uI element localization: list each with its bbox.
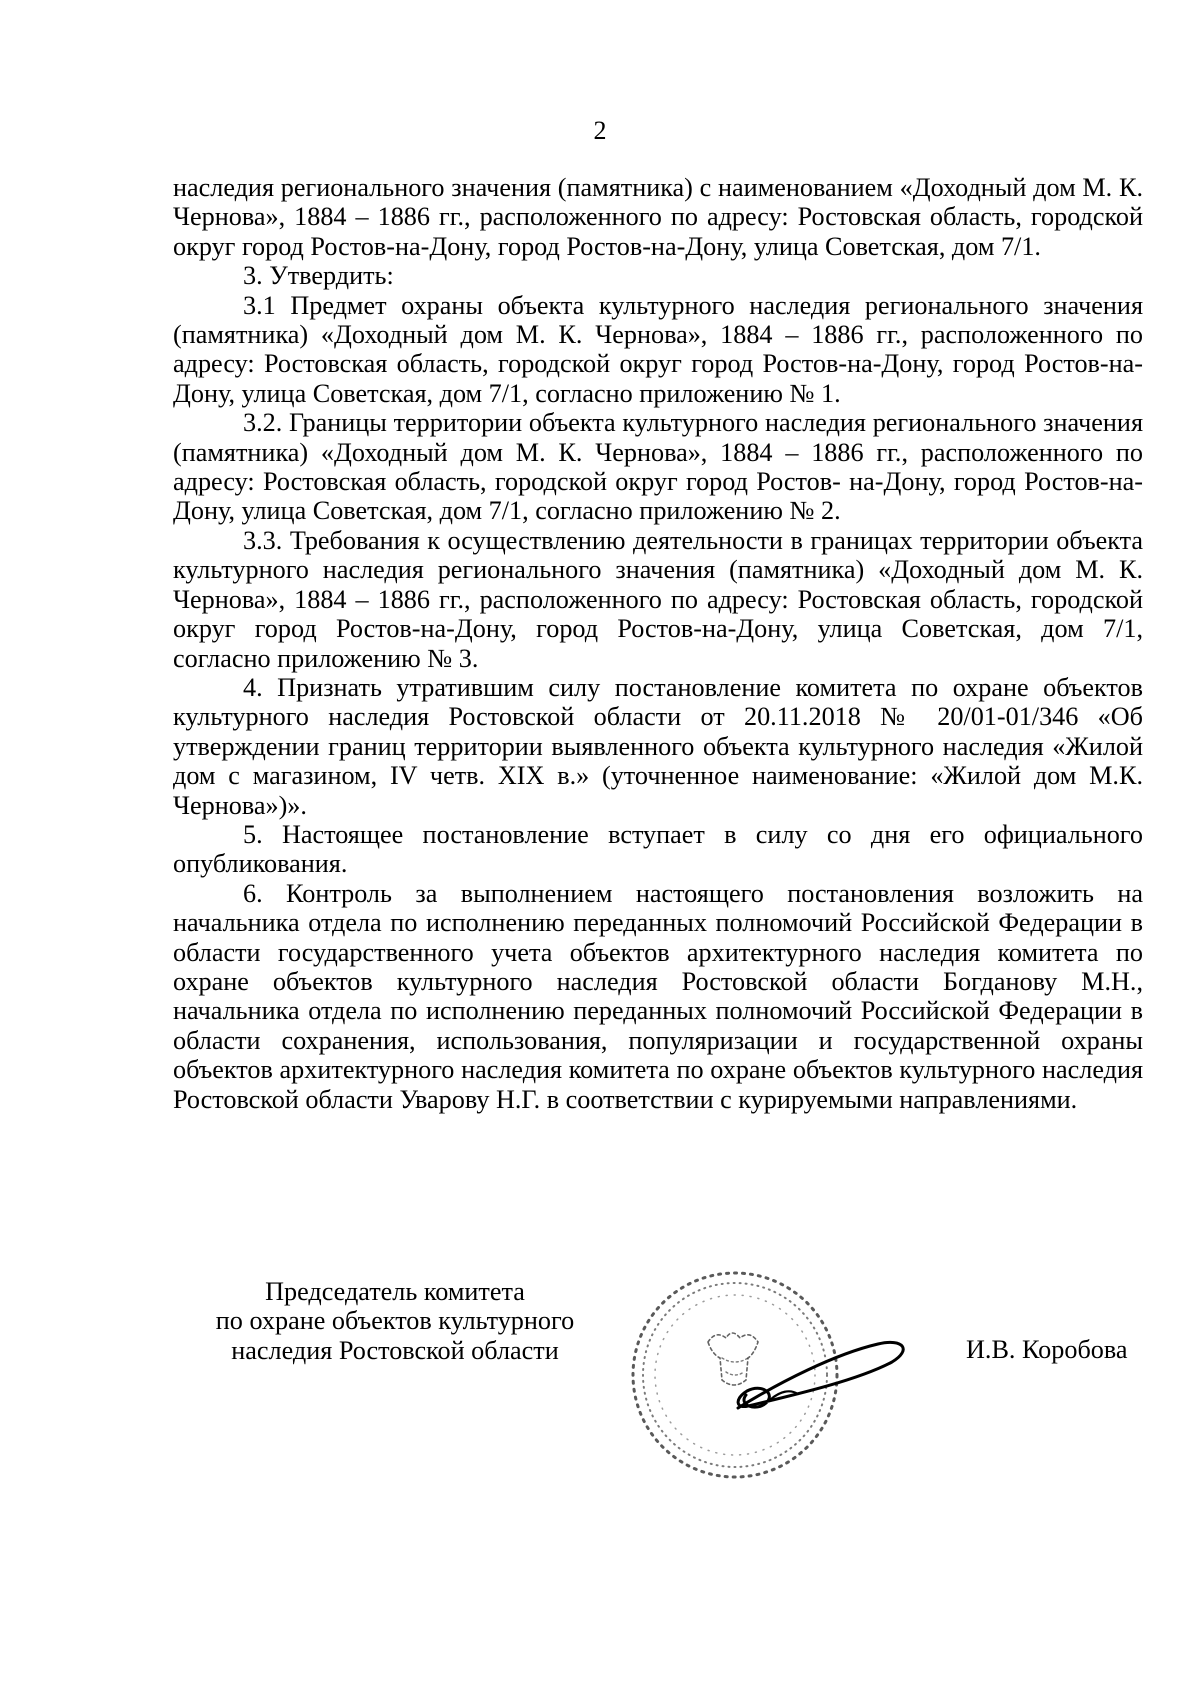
paragraph-item-3-3: 3.3. Требования к осуществлению деятельности в границах территории объекта культурного наследия регионального значения (памятника) «Доходный дом М. К. Чернова», 1884 – 1886 гг., расположенного по адресу: Ростовская область, городской округ город Ростов-на-Дону, город Ростов-на-Дону, улица Советская, дом 7/1, согласно приложению № 3.	[173, 525, 1143, 673]
page-number: 2	[593, 116, 607, 145]
handwritten-signature	[738, 1342, 903, 1408]
stamp-seal	[633, 1273, 837, 1477]
document-body	[173, 173, 1143, 1114]
signatory-title-line: наследия Ростовской области	[231, 1335, 559, 1365]
paragraph-item-6: 6. Контроль за выполнением настоящего постановления возложить на начальника отдела по исполнению переданных полномочий Российской Федерации в области государственного учета объектов архитектурного наследия комитета по охране объектов культурного наследия Ростовской области Богданову М.Н., начальника отдела по исполнению переданных полномочий Российской Федерации в области сохранения, использования, популяризации и государственной охраны объектов архитектурного наследия комитета по охране объектов культурного наследия Ростовской области Уварову Н.Г. в соответствии с курируемыми направлениями.	[173, 878, 1143, 1114]
paragraph-continuation: наследия регионального значения (памятника) с наименованием «Доходный дом М. К. Чернова», 1884 – 1886 гг., расположенного по адресу: Ростовская область, городской округ город Ростов-на-Дону, город Ростов-на-Дону, улица Советская, дом 7/1.	[173, 173, 1143, 261]
paragraph-item-3: 3. Утвердить:	[243, 261, 394, 291]
official-stamp-with-signature	[630, 1250, 930, 1495]
signature-block	[0, 1250, 1200, 1510]
paragraph-item-3-1: 3.1 Предмет охраны объекта культурного наследия регионального значения (памятника) «Доходный дом М. К. Чернова», 1884 – 1886 гг., расположенного по адресу: Ростовская область, городской округ город Ростов-на-Дону, город Ростов-на-Дону, улица Советская, дом 7/1, согласно приложению № 1.	[173, 290, 1143, 408]
paragraph-item-3-2: 3.2. Границы территории объекта культурного наследия регионального значения (памятника) «Доходный дом М. К. Чернова», 1884 – 1886 гг., расположенного по адресу: Ростовская область, городской округ город Ростов- на-Дону, город Ростов-на-Дону, улица Советская, дом 7/1, согласно приложению № 2.	[173, 408, 1143, 526]
paragraph-item-4: 4. Признать утратившим силу постановление комитета по охране объектов культурного наследия Ростовской области от 20.11.2018 № 20/01-01/346 «Об утверждении границ территории выявленного объекта культурного наследия «Жилой дом с магазином, IV четв. XIX в.» (уточненное наименование: «Жилой дом М.К. Чернова»)».	[173, 672, 1143, 820]
signatory-title-line: по охране объектов культурного	[215, 1306, 575, 1336]
signatory-name: И.В. Коробова	[966, 1335, 1128, 1364]
signatory-title	[190, 1277, 600, 1365]
paragraph-item-5: 5. Настоящее постановление вступает в силу со дня его официального опубликования.	[173, 819, 1143, 879]
signatory-title-line: Председатель комитета	[265, 1277, 525, 1306]
